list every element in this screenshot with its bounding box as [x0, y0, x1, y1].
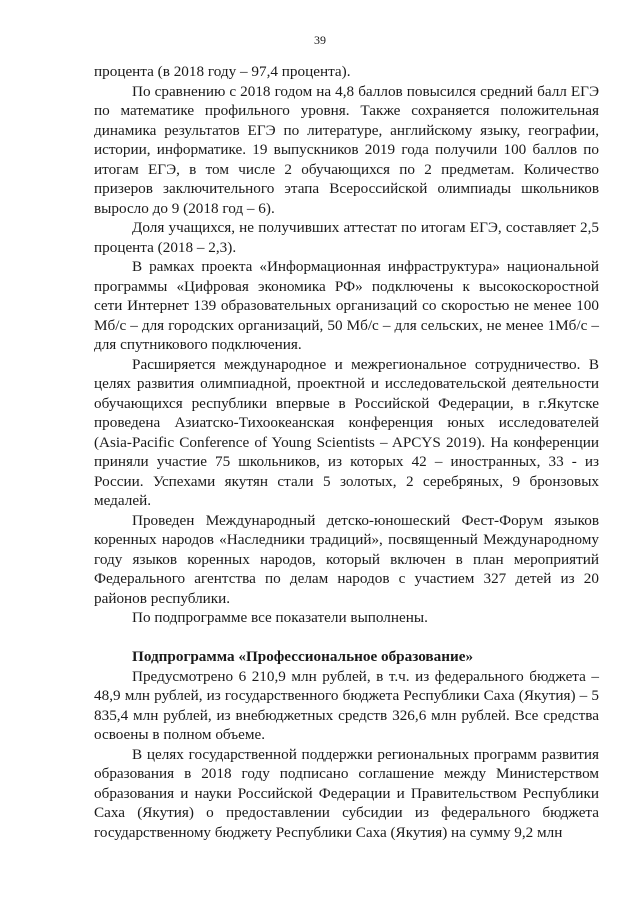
paragraph-funding: Предусмотрено 6 210,9 млн рублей, в т.ч. из федерального бюджета – 48,9 млн рублей, из государственного бюджета Республики Саха (Якутия) – 5 835,4 млн рублей, из внебюджетных средств 326,6 млн рублей. Все средства освоены в полном объеме. — [94, 667, 599, 743]
paragraph-state-support: В целях государственной поддержки региональных программ развития образования в 2018 году подписано соглашение между Министерством образования и науки Российской Федерации и Правительством Республики Саха (Якутия) о предоставлении субсидии из федерального бюджета государственному бюджету Республики Саха (Якутия) на сумму 9,2 млн — [94, 745, 599, 841]
spacer — [94, 628, 599, 648]
paragraph-fest-forum: Проведен Международный детско-юношеский Фест-Форум языков коренных народов «Наследники традиций», посвященный Международному году языков коренных народов, который включен в план мероприятий Федерального агентства по делам народов с участием 327 детей из 20 районов республики. — [94, 511, 599, 607]
paragraph-digital-economy: В рамках проекта «Информационная инфраструктура» национальной программы «Цифровая экономика РФ» подключены к высокоскоростной сети Интернет 139 образовательных организаций со скоростью не менее 100 Мб/с – для городских организаций, 50 Мб/с – для сельских, не менее 1Мб/с – для спутникового подключения. — [94, 258, 599, 353]
section-heading: Подпрограмма «Профессиональное образование» — [132, 648, 474, 665]
page-number: 39 — [314, 33, 326, 47]
body-text — [94, 62, 599, 842]
paragraph-continuation: процента (в 2018 году – 97,4 процента). — [94, 63, 351, 80]
paragraph-no-certificate: Доля учащихся, не получивших аттестат по итогам ЕГЭ, составляет 2,5 процента (2018 – 2,3). — [94, 219, 599, 256]
paragraph-indicators: По подпрограмме все показатели выполнены. — [132, 609, 428, 626]
paragraph-ege-results: По сравнению с 2018 годом на 4,8 баллов повысился средний балл ЕГЭ по математике профильного уровня. Также сохраняется положительная динамика результатов ЕГЭ по литературе, английскому языку, географии, истории, информатике. 19 выпускников 2019 года получили 100 баллов по итогам ЕГЭ, в том числе 2 обучающихся по 2 предметам. Количество призеров заключительного этапа Всероссийской олимпиады школьников выросло до 9 (2018 год – 6). — [94, 82, 599, 217]
paragraph-international-cooperation: Расширяется международное и межрегиональное сотрудничество. В целях развития олимпиадной, проектной и исследовательской деятельности обучающихся республики впервые в Российской Федерации, в г.Якутске проведена Азиатско-Тихоокеанская конференция юных исследователей (Asia-Pacific Conference of Young Scientists – APCYS 2019). На конференции приняли участие 75 школьников, из которых 42 – иностранных, 33 - из России. Успехами якутян стали 5 золотых, 2 серебряных, 9 бронзовых медалей. — [94, 355, 599, 509]
